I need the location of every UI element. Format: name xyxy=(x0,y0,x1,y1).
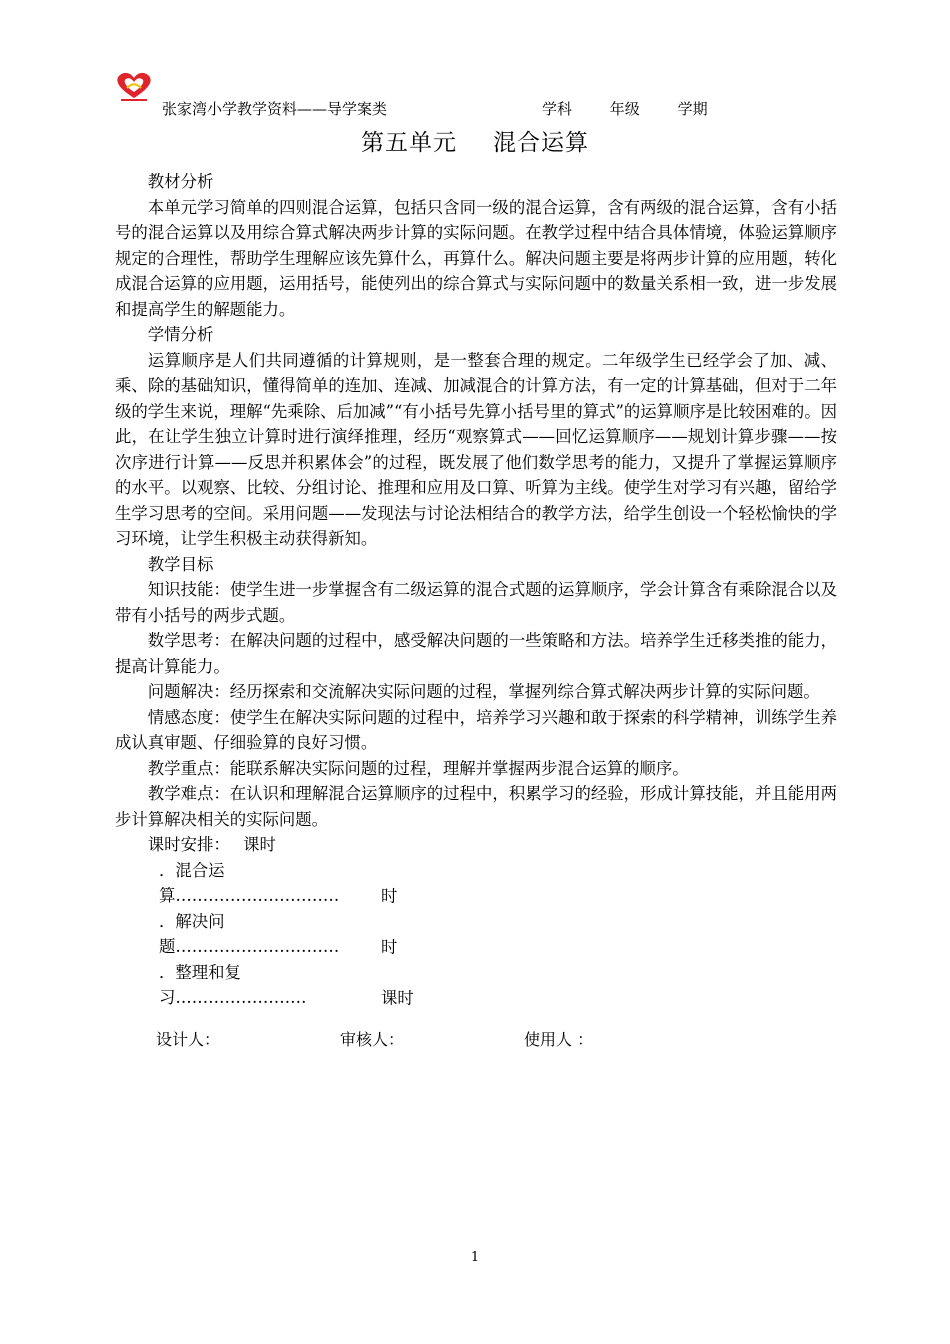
header-fields xyxy=(542,98,741,119)
unit-label: 第五单元 xyxy=(361,130,457,156)
document-body xyxy=(115,169,837,1011)
student-analysis-text: 运算顺序是人们共同遵循的计算规则，是一整套合理的规定。二年级学生已经学会了加、减、乘、除的基础知识，懂得简单的连加、连减、加减混合的计算方法，有一定的计算基础，但对于二年级的学生来说，理解“先乘除、后加减”“有小括号先算小括号里的算式”的运算顺序是比较困难的。因此，在让学生独立计算时进行演绎推理，经历“观察算式——回忆运算顺序——规划计算步骤——按次序进行计算——反思并积累体会”的过程，既发展了他们数学思考的能力，又提升了掌握运算顺序的水平。以观察、比较、分组讨论、推理和应用及口算、听算为主线。使学生对学习有兴趣，留给学生学习思考的空间。采用问题——发现法与讨论法相结合的教学方法，给学生创设一个轻松愉快的学习环境，让学生积极主动获得新知。 xyxy=(115,350,837,548)
unit-topic: 混合运算 xyxy=(493,130,589,156)
schedule-item-unit: 时 xyxy=(381,937,398,956)
schedule-item xyxy=(115,960,837,1011)
school-name: 张家湾小学教学资料——导学案类 xyxy=(162,100,388,118)
schedule-item-label: ．混合运算………………………… xyxy=(159,860,340,905)
goal-thinking: 数学思考：在解决问题的过程中，感受解决问题的一些策略和方法。培养学生迁移类推的能力，提高计算能力。 xyxy=(115,631,837,676)
page-number: 1 xyxy=(470,1250,480,1265)
schedule-item xyxy=(115,909,837,960)
page-header xyxy=(162,98,708,119)
student-analysis-heading: 学情分析 xyxy=(147,325,214,344)
page-title xyxy=(0,124,950,157)
schedule-item-label: ．整理和复习…………………… xyxy=(159,962,307,1007)
textbook-analysis-heading: 教材分析 xyxy=(147,172,214,191)
difficulty-point: 教学难点：在认识和理解混合运算顺序的过程中，积累学习的经验，形成计算技能，并且能用两步计算解决相关的实际问题。 xyxy=(115,784,837,829)
schedule-item-unit: 时 xyxy=(381,886,398,905)
subject-field: 学科 xyxy=(542,100,573,118)
key-point: 教学重点：能联系解决实际问题的过程，理解并掌握两步混合运算的顺序。 xyxy=(147,758,689,778)
schedule-item xyxy=(115,858,837,909)
school-logo-icon xyxy=(112,70,156,102)
goal-knowledge: 知识技能：使学生进一步掌握含有二级运算的混合式题的运算顺序，学会计算含有乘除混合以及带有小括号的两步式题。 xyxy=(115,580,837,625)
user-label: 使用人 ： xyxy=(524,1030,594,1049)
reviewer-label: 审核人： xyxy=(340,1030,405,1049)
term-field: 学期 xyxy=(677,100,708,118)
textbook-analysis-text: 本单元学习简单的四则混合运算，包括只含同一级的混合运算，含有两级的混合运算，含有小括号的混合运算以及用综合算式解决两步计算的实际问题。在教学过程中结合具体情境，体验运算顺序规定的合理性，帮助学生理解应该先算什么，再算什么。解决问题主要是将两步计算的应用题，转化成混合运算的应用题，运用括号，能使列出的综合算式与实际问题中的数量关系相一致，进一步发展和提高学生的解题能力。 xyxy=(115,197,837,319)
schedule-item-unit: 课时 xyxy=(381,988,414,1007)
goal-problem-solving: 问题解决：经历探索和交流解决实际问题的过程，掌握列综合算式解决两步计算的实际问题。 xyxy=(147,682,820,701)
schedule-heading: 课时安排： 课时 xyxy=(147,835,276,854)
designer-label: 设计人： xyxy=(156,1030,221,1049)
grade-field: 年级 xyxy=(609,100,640,118)
goal-attitude: 情感态度：使学生在解决实际问题的过程中，培养学习兴趣和敢于探索的科学精神，训练学生养成认真审题、仔细验算的良好习惯。 xyxy=(115,707,837,752)
teaching-goals-heading: 教学目标 xyxy=(147,554,214,574)
schedule-item-label: ．解决问题………………………… xyxy=(159,911,340,956)
